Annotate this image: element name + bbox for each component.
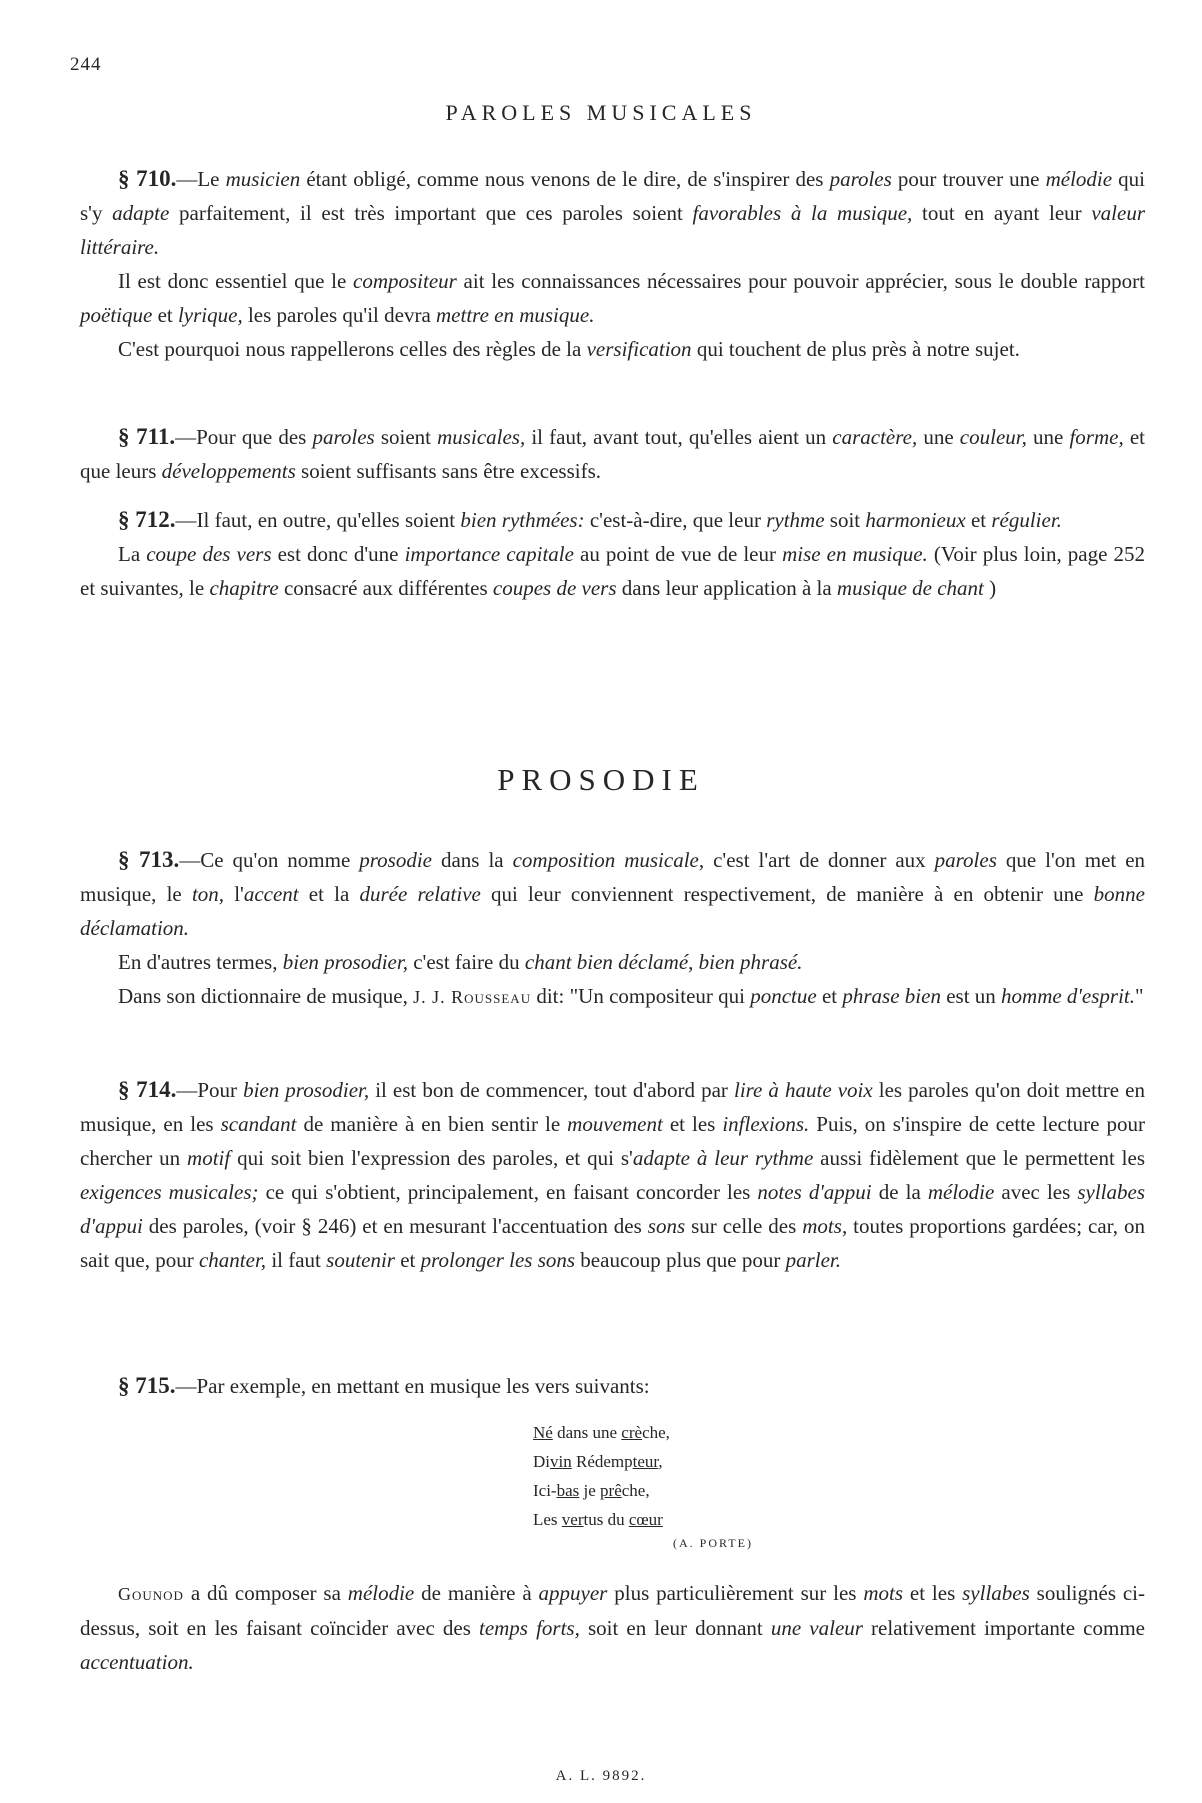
paragraph-715: § 715.—Par exemple, en mettant en musique les vers suivants:: [118, 1373, 650, 1398]
paragraph-712-2: La coupe des vers est donc d'une importance capitale au point de vue de leur mise en musique. (Voir plus loin, page 252 et suivantes, le chapitre consacré aux différentes coupes de vers dans leur application à la musique de chant ): [80, 542, 1146, 600]
poem-line-1: Né dans une crèche,: [533, 1423, 670, 1442]
section-710: [80, 162, 1145, 366]
section-711: [80, 420, 1145, 488]
paragraph-710-1: § 710.—Le musicien étant obligé, comme nous venons de le dire, de s'inspirer des paroles pour trouver une mélodie qui s'y adapte parfaitement, il est très important que ces paroles soient favorables à la musique, tout en ayant leur valeur littéraire.: [80, 166, 1146, 259]
section-713: [80, 843, 1145, 1014]
paragraph-714: § 714.—Pour bien prosodier, il est bon de commencer, tout d'abord par lire à haute voix les paroles qu'on doit mettre en musique, en les scandant de manière à en bien sentir le mouvement et les inflexions. Puis, on s'inspire de cette lecture pour chercher un motif qui soit bien l'expression des paroles, et qui s'adapte à leur rythme aussi fidèlement que le permettent les exigences musicales; ce qui s'obtient, principalement, en faisant concorder les notes d'appui de la mélodie avec les syllabes d'appui des paroles, (voir § 246) et en mesurant l'accentuation des sons sur celle des mots, toutes proportions gardées; car, on sait que, pour chanter, il faut soutenir et prolonger les sons beaucoup plus que pour parler.: [80, 1077, 1146, 1272]
section-715: [80, 1369, 1145, 1403]
paragraph-710-2: Il est donc essentiel que le compositeur ait les connaissances nécessaires pour pouvoir apprécier, sous le double rapport poëtique et lyrique, les paroles qu'il devra mettre en musique.: [80, 269, 1145, 327]
poem-excerpt: [533, 1418, 670, 1534]
page-number: 244: [70, 54, 102, 75]
paragraph-713-3: Dans son dictionnaire de musique, J. J. Rousseau dit: "Un compositeur qui ponctue et phrase bien est un homme d'esprit.": [118, 984, 1144, 1008]
footer-plate-number: A. L. 9892.: [555, 1768, 647, 1784]
paragraph-710-3: C'est pourquoi nous rappellerons celles des règles de la versification qui touchent de plus près à notre sujet.: [118, 337, 1020, 361]
section-714: [80, 1073, 1145, 1277]
heading-paroles-musicales: PAROLES MUSICALES: [445, 100, 757, 125]
poem-attribution: (A. PORTE): [673, 1536, 753, 1550]
section-712: [80, 503, 1145, 605]
section-conclusion: [80, 1576, 1145, 1679]
poem-line-4: Les vertus du cœur: [533, 1510, 663, 1529]
poem-line-2: Divin Rédempteur,: [533, 1452, 663, 1471]
paragraph-713-1: § 713.—Ce qu'on nomme prosodie dans la composition musicale, c'est l'art de donner aux paroles que l'on met en musique, le ton, l'accent et la durée relative qui leur conviennent respectivement, de manière à en obtenir une bonne déclamation.: [80, 847, 1146, 940]
paragraph-712-1: § 712.—Il faut, en outre, qu'elles soient bien rythmées: c'est-à-dire, que leur rythme soit harmonieux et régulier.: [118, 507, 1062, 532]
paragraph-713-2: En d'autres termes, bien prosodier, c'est faire du chant bien déclamé, bien phrasé.: [118, 950, 803, 974]
paragraph-711: § 711.—Pour que des paroles soient musicales, il faut, avant tout, qu'elles aient un caractère, une couleur, une forme, et que leurs développements soient suffisants sans être excessifs.: [80, 424, 1145, 483]
poem-line-3: Ici-bas je prêche,: [533, 1481, 650, 1500]
paragraph-conclusion: Gounod a dû composer sa mélodie de manière à appuyer plus particulièrement sur les mots et les syllabes soulignés ci-dessus, soit en les faisant coïncider avec des temps forts, soit en leur donnant une valeur relativement importante comme accentuation.: [80, 1581, 1146, 1674]
heading-prosodie: PROSODIE: [497, 762, 705, 797]
